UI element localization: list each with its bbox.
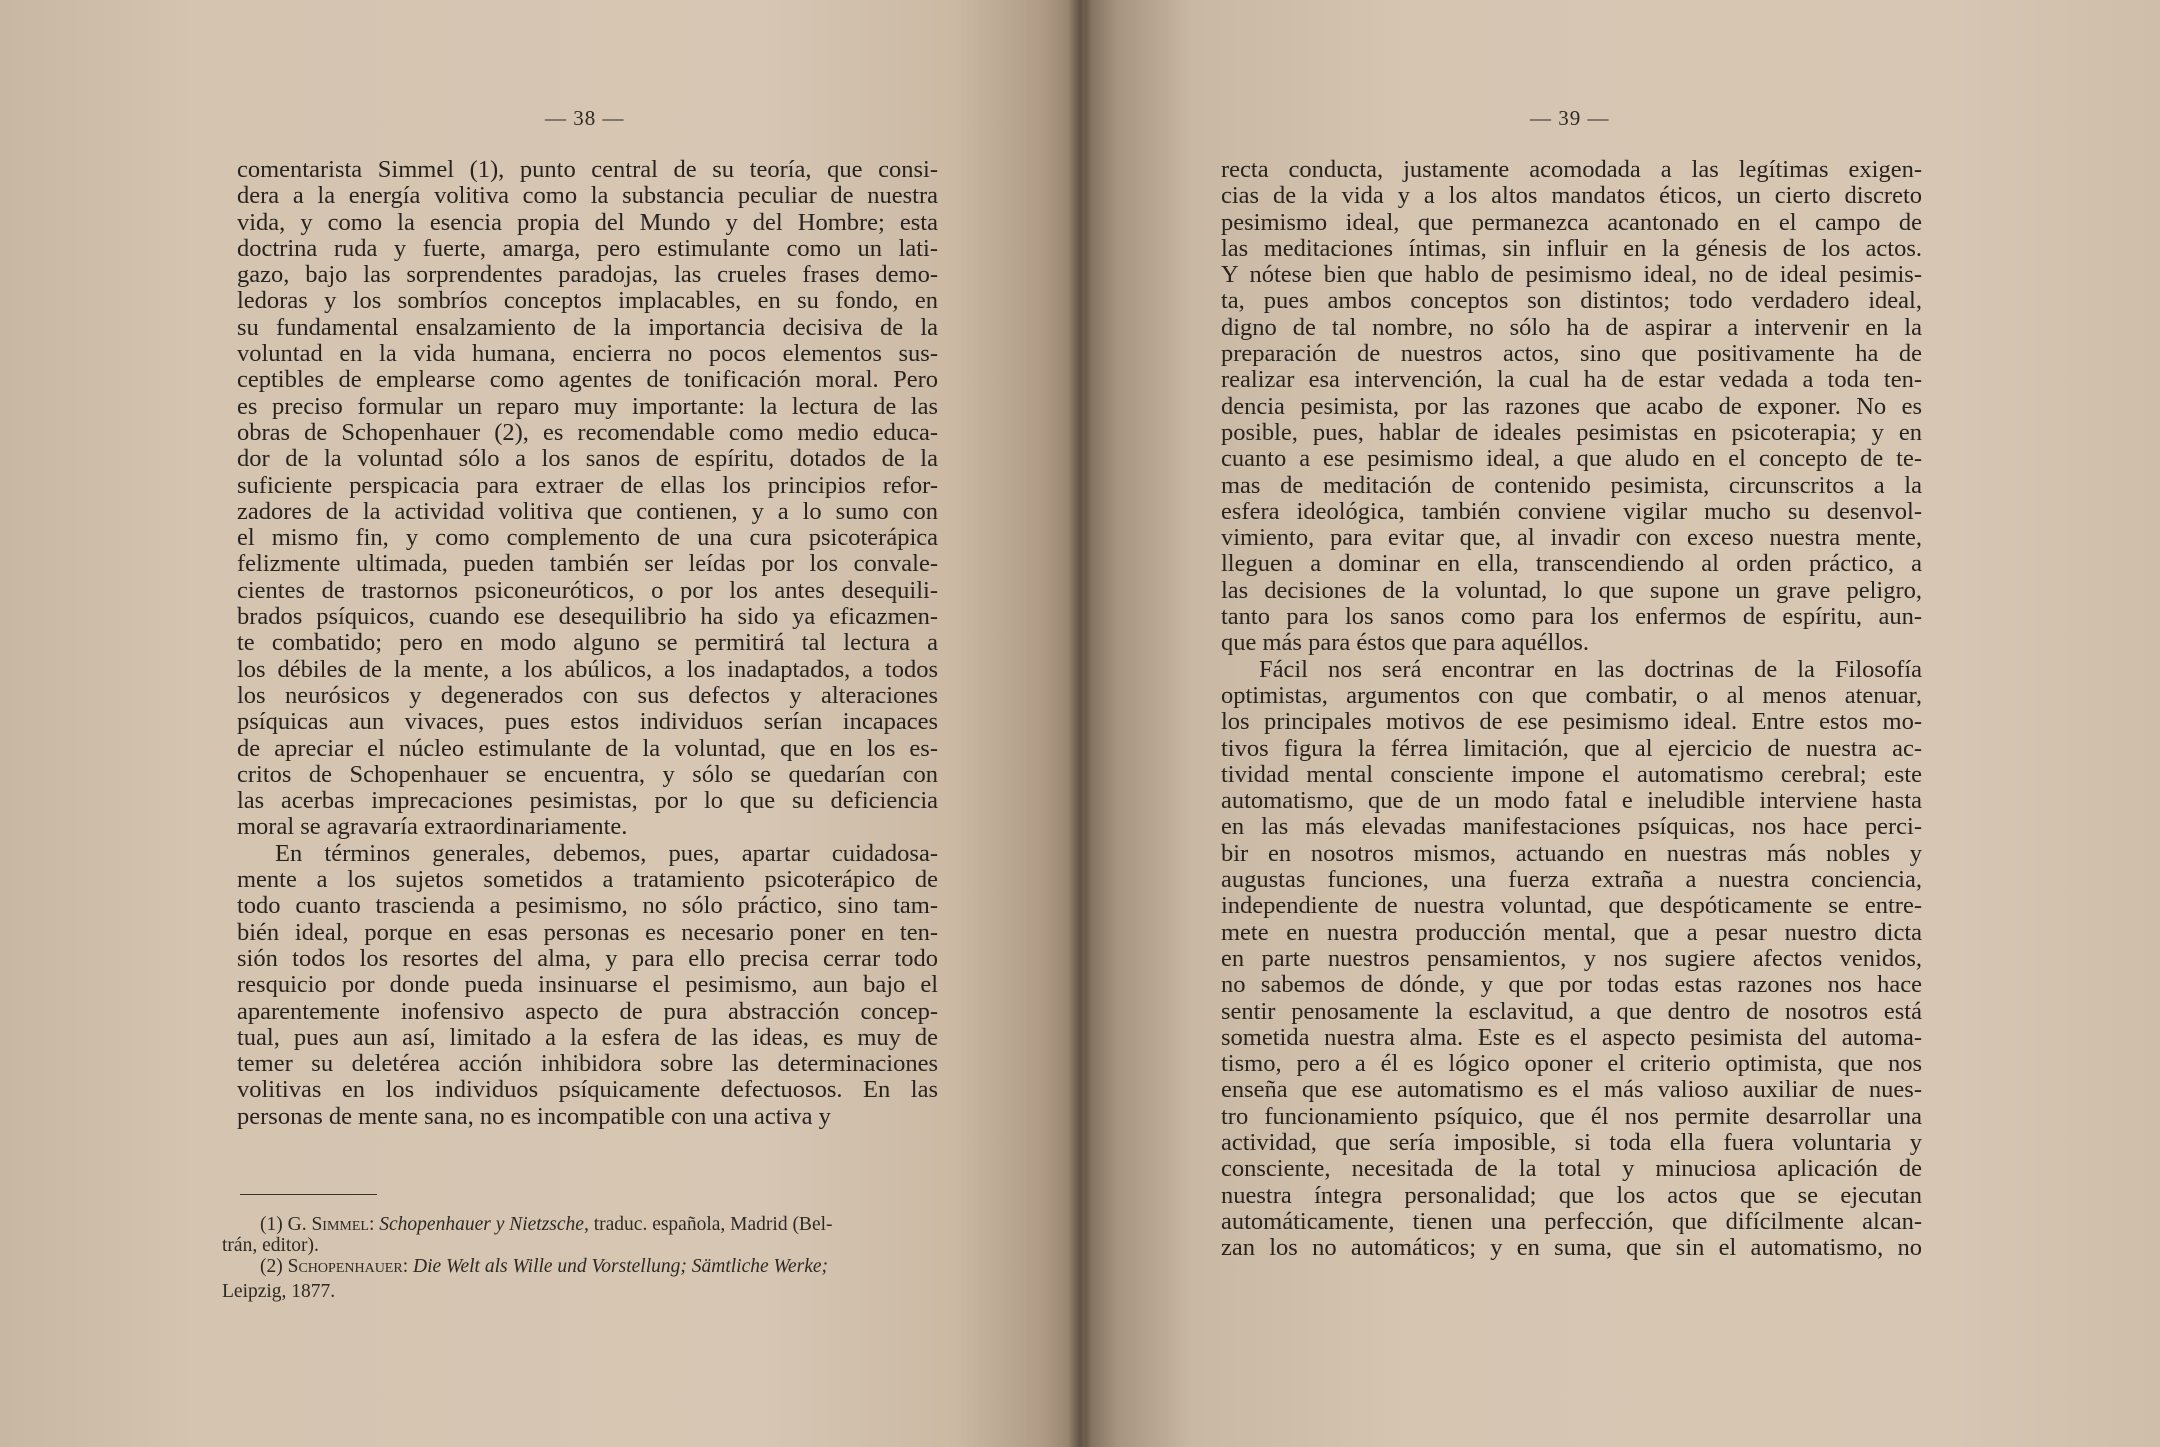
text-line: vida, y como la esencia propia del Mundo y del Hombre; esta <box>237 208 938 236</box>
text-line: cias de la vida y a los altos mandatos éticos, un cierto discreto <box>1221 182 1922 210</box>
text-line: felizmente ultimada, pueden también ser leídas por los convale- <box>237 550 938 578</box>
text-line: optimistas, argumentos con que combatir, o al menos atenuar, <box>1221 681 1922 709</box>
text-line: En términos generales, debemos, pues, apartar cuidadosa- <box>275 839 938 867</box>
text-line: recta conducta, justamente acomodada a las legítimas exigen- <box>1221 156 1922 183</box>
text-line: actividad, que sería imposible, si toda ella fuera voluntaria y <box>1221 1128 1922 1156</box>
footnote-2 <box>222 1254 942 1279</box>
text-line: volitivas en los individuos psíquicamente defectuosos. En las <box>237 1076 938 1104</box>
text-line: tanto para los sanos como para los enfermos de espíritu, aun- <box>1221 603 1922 631</box>
text-line: el mismo fin, y como complemento de una cura psicoterápica <box>237 524 938 552</box>
text-line: los débiles de la mente, a los abúlicos, a los inadaptados, a todos <box>237 655 938 683</box>
text-line: posible, pues, hablar de ideales pesimistas en psicoterapia; y en <box>1221 418 1922 446</box>
text-line: dera a la energía volitiva como la substancia peculiar de nuestra <box>237 182 938 210</box>
text-line: tro funcionamiento psíquico, que él nos permite desarrollar una <box>1221 1102 1922 1130</box>
text-line: critos de Schopenhauer se encuentra, y sólo se quedarían con <box>237 760 938 788</box>
footnotes <box>222 1212 942 1304</box>
text-line: tual, pues aun así, limitado a la esfera de las ideas, es muy de <box>237 1023 938 1051</box>
footnote-rule <box>240 1194 377 1195</box>
text-line: cientes de trastornos psiconeuróticos, o por los antes desequili- <box>237 576 938 604</box>
text-line: Y nótese bien que hablo de pesimismo ideal, no de ideal pesimis- <box>1221 261 1922 289</box>
text-line: doctrina ruda y fuerte, amarga, pero estimulante como un lati- <box>237 234 938 262</box>
text-line: vimiento, para evitar que, al invadir con exceso nuestra mente, <box>1221 524 1922 552</box>
text-line: automatismo, que de un modo fatal e ineludible interviene hasta <box>1221 787 1922 815</box>
text-line: las meditaciones íntimas, sin influir en la génesis de los actos. <box>1221 234 1922 262</box>
text-line: ta, pues ambos conceptos son distintos; todo verdadero ideal, <box>1221 287 1922 315</box>
text-line: digno de tal nombre, no sólo ha de aspirar a intervenir en la <box>1221 313 1922 341</box>
text-line: dencia pesimista, por las razones que acabo de exponer. No es <box>1221 392 1922 420</box>
text-line: los principales motivos de ese pesimismo ideal. Entre estos mo- <box>1221 708 1922 736</box>
text-line: lleguen a dominar en ella, transcendiendo al orden práctico, a <box>1221 550 1922 578</box>
text-line: personas de mente sana, no es incompatible con una activa y <box>237 1102 831 1130</box>
book-gutter <box>1068 0 1092 1447</box>
text-line: sentir penosamente la esclavitud, a que dentro de nosotros está <box>1221 997 1922 1025</box>
text-line: realizar esa intervención, la cual ha de estar vedada a toda ten- <box>1221 366 1922 394</box>
text-line: los neurósicos y degenerados con sus defectos y alteraciones <box>237 681 938 709</box>
text-line: sometida nuestra alma. Este es el aspecto pesimista del automa- <box>1221 1023 1922 1051</box>
text-line: cuanto a ese pesimismo ideal, a que aludo en el concepto de te- <box>1221 445 1922 473</box>
text-line: pesimismo ideal, que permanezca acantonado en el campo de <box>1221 208 1922 236</box>
text-line: mente a los sujetos sometidos a tratamiento psicoterápico de <box>237 866 938 894</box>
footnote-2-title: Die Welt als Wille und Vorstellung; Sämtliche Werke; <box>413 1256 829 1277</box>
footnote-1-title: Schopenhauer y Nietzsche, <box>379 1214 589 1235</box>
text-line: de apreciar el núcleo estimulante de la voluntad, que en los es- <box>237 734 938 762</box>
text-line: augustas funciones, una fuerza extraña a nuestra conciencia, <box>1221 866 1922 894</box>
text-line: tividad mental consciente impone el automatismo cerebral; este <box>1221 760 1922 788</box>
text-line: en parte nuestros pensamientos, y nos sugiere afectos venidos, <box>1221 944 1922 972</box>
text-line: sión todos los resortes del alma, y para ello precisa cerrar todo <box>237 944 938 972</box>
footnote-2-number: (2) <box>260 1256 283 1277</box>
text-line: ledoras y los sombríos conceptos implacables, en su fondo, en <box>237 287 938 315</box>
text-line: las acerbas imprecaciones pesimistas, por lo que su deficiencia <box>237 787 938 815</box>
text-line: nuestra íntegra personalidad; que los actos que se ejecutan <box>1221 1181 1922 1209</box>
text-line: ceptibles de emplearse como agentes de tonificación moral. Pero <box>237 366 938 394</box>
text-line: independiente de nuestra voluntad, que despóticamente se entre- <box>1221 892 1922 920</box>
text-line: resquicio por donde pueda insinuarse el pesimismo, aun bajo el <box>237 971 938 999</box>
text-line: enseña que ese automatismo es el más valioso auxiliar de nues- <box>1221 1076 1922 1104</box>
text-line: mete en nuestra producción mental, que a pesar nuestro dicta <box>1221 918 1922 946</box>
text-line: no sabemos de dónde, y que por todas estas razones nos hace <box>1221 971 1922 999</box>
text-line: bir en nosotros mismos, actuando en nuestras más nobles y <box>1221 839 1922 867</box>
right-page-body <box>1221 157 1922 1261</box>
text-line: dor de la voluntad sólo a los sanos de espíritu, dotados de la <box>237 445 938 473</box>
text-line: consciente, necesitada de la total y minuciosa aplicación de <box>1221 1155 1922 1183</box>
text-line: las decisiones de la voluntad, lo que supone un grave peligro, <box>1221 576 1922 604</box>
text-line: en las más elevadas manifestaciones psíquicas, nos hace perci- <box>1221 813 1922 841</box>
footnote-1-number: (1) <box>260 1214 283 1235</box>
text-line: suficiente perspicacia para extraer de ellas los principios refor- <box>237 471 938 499</box>
text-line: tivos figura la férrea limitación, que al ejercicio de nuestra ac- <box>1221 734 1922 762</box>
text-line: voluntad en la vida humana, encierra no pocos elementos sus- <box>237 340 938 368</box>
text-line: obras de Schopenhauer (2), es recomendable como medio educa- <box>237 418 938 446</box>
text-line: esfera ideológica, también conviene vigilar mucho su desenvol- <box>1221 497 1922 525</box>
text-line: bién ideal, porque en esas personas es necesario poner en ten- <box>237 918 938 946</box>
text-line: moral se agravaría extraordinariamente. <box>237 813 628 841</box>
text-line: Fácil nos será encontrar en las doctrinas de la Filosofía <box>1259 655 1922 683</box>
text-line: su fundamental ensalzamiento de la importancia decisiva de la <box>237 313 938 341</box>
text-line: temer su deletérea acción inhibidora sobre las determinaciones <box>237 1050 938 1078</box>
text-line: mas de meditación de contenido pesimista, circunscritos a la <box>1221 471 1922 499</box>
text-line: aparentemente inofensivo aspecto de pura abstracción concep- <box>237 997 938 1025</box>
page-number-38: — 38 — <box>545 106 625 130</box>
text-line: preparación de nuestros actos, sino que positivamente ha de <box>1221 340 1922 368</box>
text-line: que más para éstos que para aquéllos. <box>1221 629 1590 657</box>
footnote-1-continuation: trán, editor). <box>222 1235 319 1256</box>
text-line: todo cuanto trascienda a pesimismo, no sólo práctico, sino tam- <box>237 892 938 920</box>
footnote-2-author: Schopenhauer: <box>287 1256 409 1277</box>
footnote-2-continuation: Leipzig, 1877. <box>222 1281 336 1302</box>
footnote-1-details: traduc. española, Madrid (Bel- <box>593 1214 833 1235</box>
text-line: zan los no automáticos; y en suma, que sin el automatismo, no <box>1221 1234 1922 1262</box>
left-page-body <box>237 157 938 1130</box>
text-line: gazo, bajo las sorprendentes paradojas, las crueles frases demo- <box>237 261 938 289</box>
text-line: brados psíquicos, cuando ese desequilibrio ha sido ya eficazmen- <box>237 603 938 631</box>
footnote-1-author: G. Simmel: <box>287 1214 375 1235</box>
text-line: automáticamente, tienen una perfección, que difícilmente alcan- <box>1221 1207 1922 1235</box>
text-line: es preciso formular un reparo muy importante: la lectura de las <box>237 392 938 420</box>
text-line: te combatido; pero en modo alguno se permitirá tal lectura a <box>237 629 938 657</box>
text-line: psíquicas aun vivaces, pues estos individuos serían incapaces <box>237 708 938 736</box>
right-page <box>1085 0 2160 1447</box>
text-line: zadores de la actividad volitiva que contienen, y a lo sumo con <box>237 497 938 525</box>
text-line: comentarista Simmel (1), punto central de su teoría, que consi- <box>237 156 938 183</box>
text-line: tismo, pero a él es lógico oponer el criterio optimista, que nos <box>1221 1050 1922 1078</box>
page-number-39: — 39 — <box>1530 106 1610 130</box>
